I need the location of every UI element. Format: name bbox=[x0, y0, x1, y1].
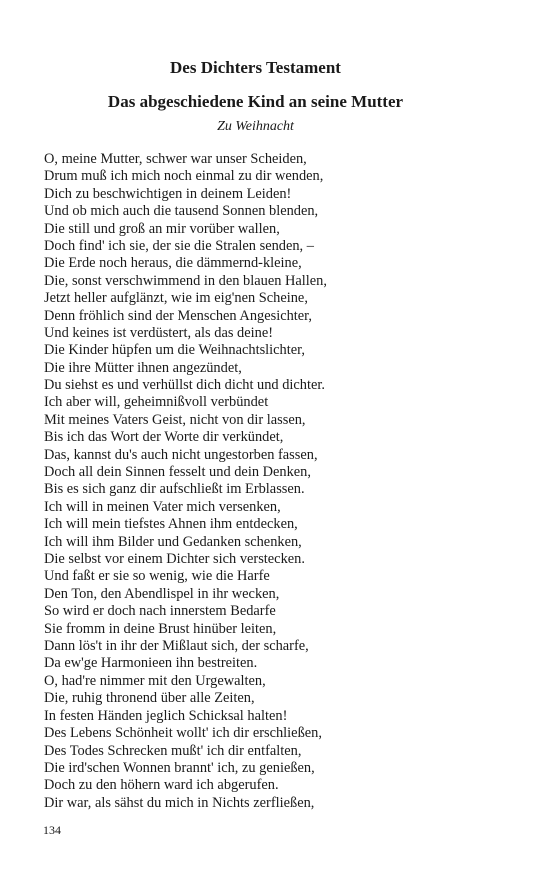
verse-line: Die, sonst verschwimmend in den blauen Hallen, bbox=[44, 272, 327, 289]
verse-line: Ich will mein tiefstes Ahnen ihm entdecken, bbox=[44, 516, 298, 533]
verse-line: Ich will ihm Bilder und Gedanken schenken, bbox=[44, 533, 302, 550]
verse-line: Du siehst es und verhüllst dich dicht und dichter. bbox=[44, 377, 325, 394]
verse-line: Die ird'schen Wonnen brannt' ich, zu genießen, bbox=[44, 759, 315, 776]
page-number: 134 bbox=[43, 823, 61, 837]
poem-subtitle: Das abgeschiedene Kind an seine Mutter bbox=[107, 92, 404, 111]
verse-line: Drum muß ich mich noch einmal zu dir wenden, bbox=[44, 168, 324, 185]
verse-line: O, had're nimmer mit den Urgewalten, bbox=[44, 673, 266, 689]
verse-line: Ich will in meinen Vater mich versenken, bbox=[44, 498, 281, 515]
verse-line: Denn fröhlich sind der Menschen Angesichter, bbox=[44, 307, 312, 324]
verse-line: Den Ton, den Abendlispel in ihr wecken, bbox=[44, 585, 280, 602]
verse-line: Sie fromm in deine Brust hinüber leiten, bbox=[44, 620, 277, 637]
stanza-2 bbox=[44, 673, 322, 812]
verse-line: So wird er doch nach innerstem Bedarfe bbox=[44, 603, 276, 620]
verse-line: O, meine Mutter, schwer war unser Scheiden, bbox=[44, 151, 307, 167]
verse-line: Mit meines Vaters Geist, nicht von dir lassen, bbox=[44, 411, 306, 428]
verse-line: Die, ruhig thronend über alle Zeiten, bbox=[44, 690, 255, 707]
verse-line: Die Erde noch heraus, die dämmernd-kleine, bbox=[44, 255, 302, 272]
verse-line: Doch all dein Sinnen fesselt und dein Denken, bbox=[44, 464, 311, 481]
poem-title: Des Dichters Testament bbox=[170, 58, 341, 77]
verse-line: In festen Händen jeglich Schicksal halten! bbox=[44, 707, 288, 724]
verse-line: Dann lös't in ihr der Mißlaut sich, der scharfe, bbox=[44, 637, 309, 654]
poem-dedication: Zu Weihnacht bbox=[217, 119, 294, 134]
verse-line: Doch zu den höhern ward ich abgerufen. bbox=[44, 777, 279, 794]
verse-line: Die still und groß an mir vorüber wallen, bbox=[44, 220, 280, 237]
verse-line: Jetzt heller aufglänzt, wie im eig'nen Scheine, bbox=[44, 290, 308, 307]
verse-line: Da ew'ge Harmonieen ihn bestreiten. bbox=[44, 655, 258, 672]
verse-line: Die selbst vor einem Dichter sich verstecken. bbox=[44, 550, 305, 567]
verse-line: Ich aber will, geheimnißvoll verbündet bbox=[44, 394, 269, 411]
verse-line: Und keines ist verdüstert, als das deine! bbox=[44, 324, 273, 341]
stanza-1 bbox=[44, 151, 327, 673]
verse-line: Des Todes Schrecken mußt' ich dir entfalten, bbox=[44, 742, 302, 759]
verse-line: Dich zu beschwichtigen in deinem Leiden! bbox=[44, 185, 292, 202]
verse-line: Und faßt er sie so wenig, wie die Harfe bbox=[44, 568, 270, 585]
verse-line: Und ob mich auch die tausend Sonnen blenden, bbox=[44, 203, 319, 220]
verse-line: Bis es sich ganz dir aufschließt im Erblassen. bbox=[44, 481, 305, 498]
verse-line: Das, kannst du's auch nicht ungestorben fassen, bbox=[44, 446, 318, 463]
verse-line: Bis ich das Wort der Worte dir verkündet, bbox=[44, 429, 284, 446]
verse-line: Die ihre Mütter ihnen angezündet, bbox=[44, 359, 242, 376]
verse-line: Des Lebens Schönheit wollt' ich dir erschließen, bbox=[44, 725, 322, 742]
verse-line: Die Kinder hüpfen um die Weihnachtslichter, bbox=[44, 342, 305, 359]
verse-line: Dir war, als sähst du mich in Nichts zerfließen, bbox=[44, 794, 315, 811]
verse-line: Doch find' ich sie, der sie die Stralen senden, – bbox=[44, 237, 314, 254]
